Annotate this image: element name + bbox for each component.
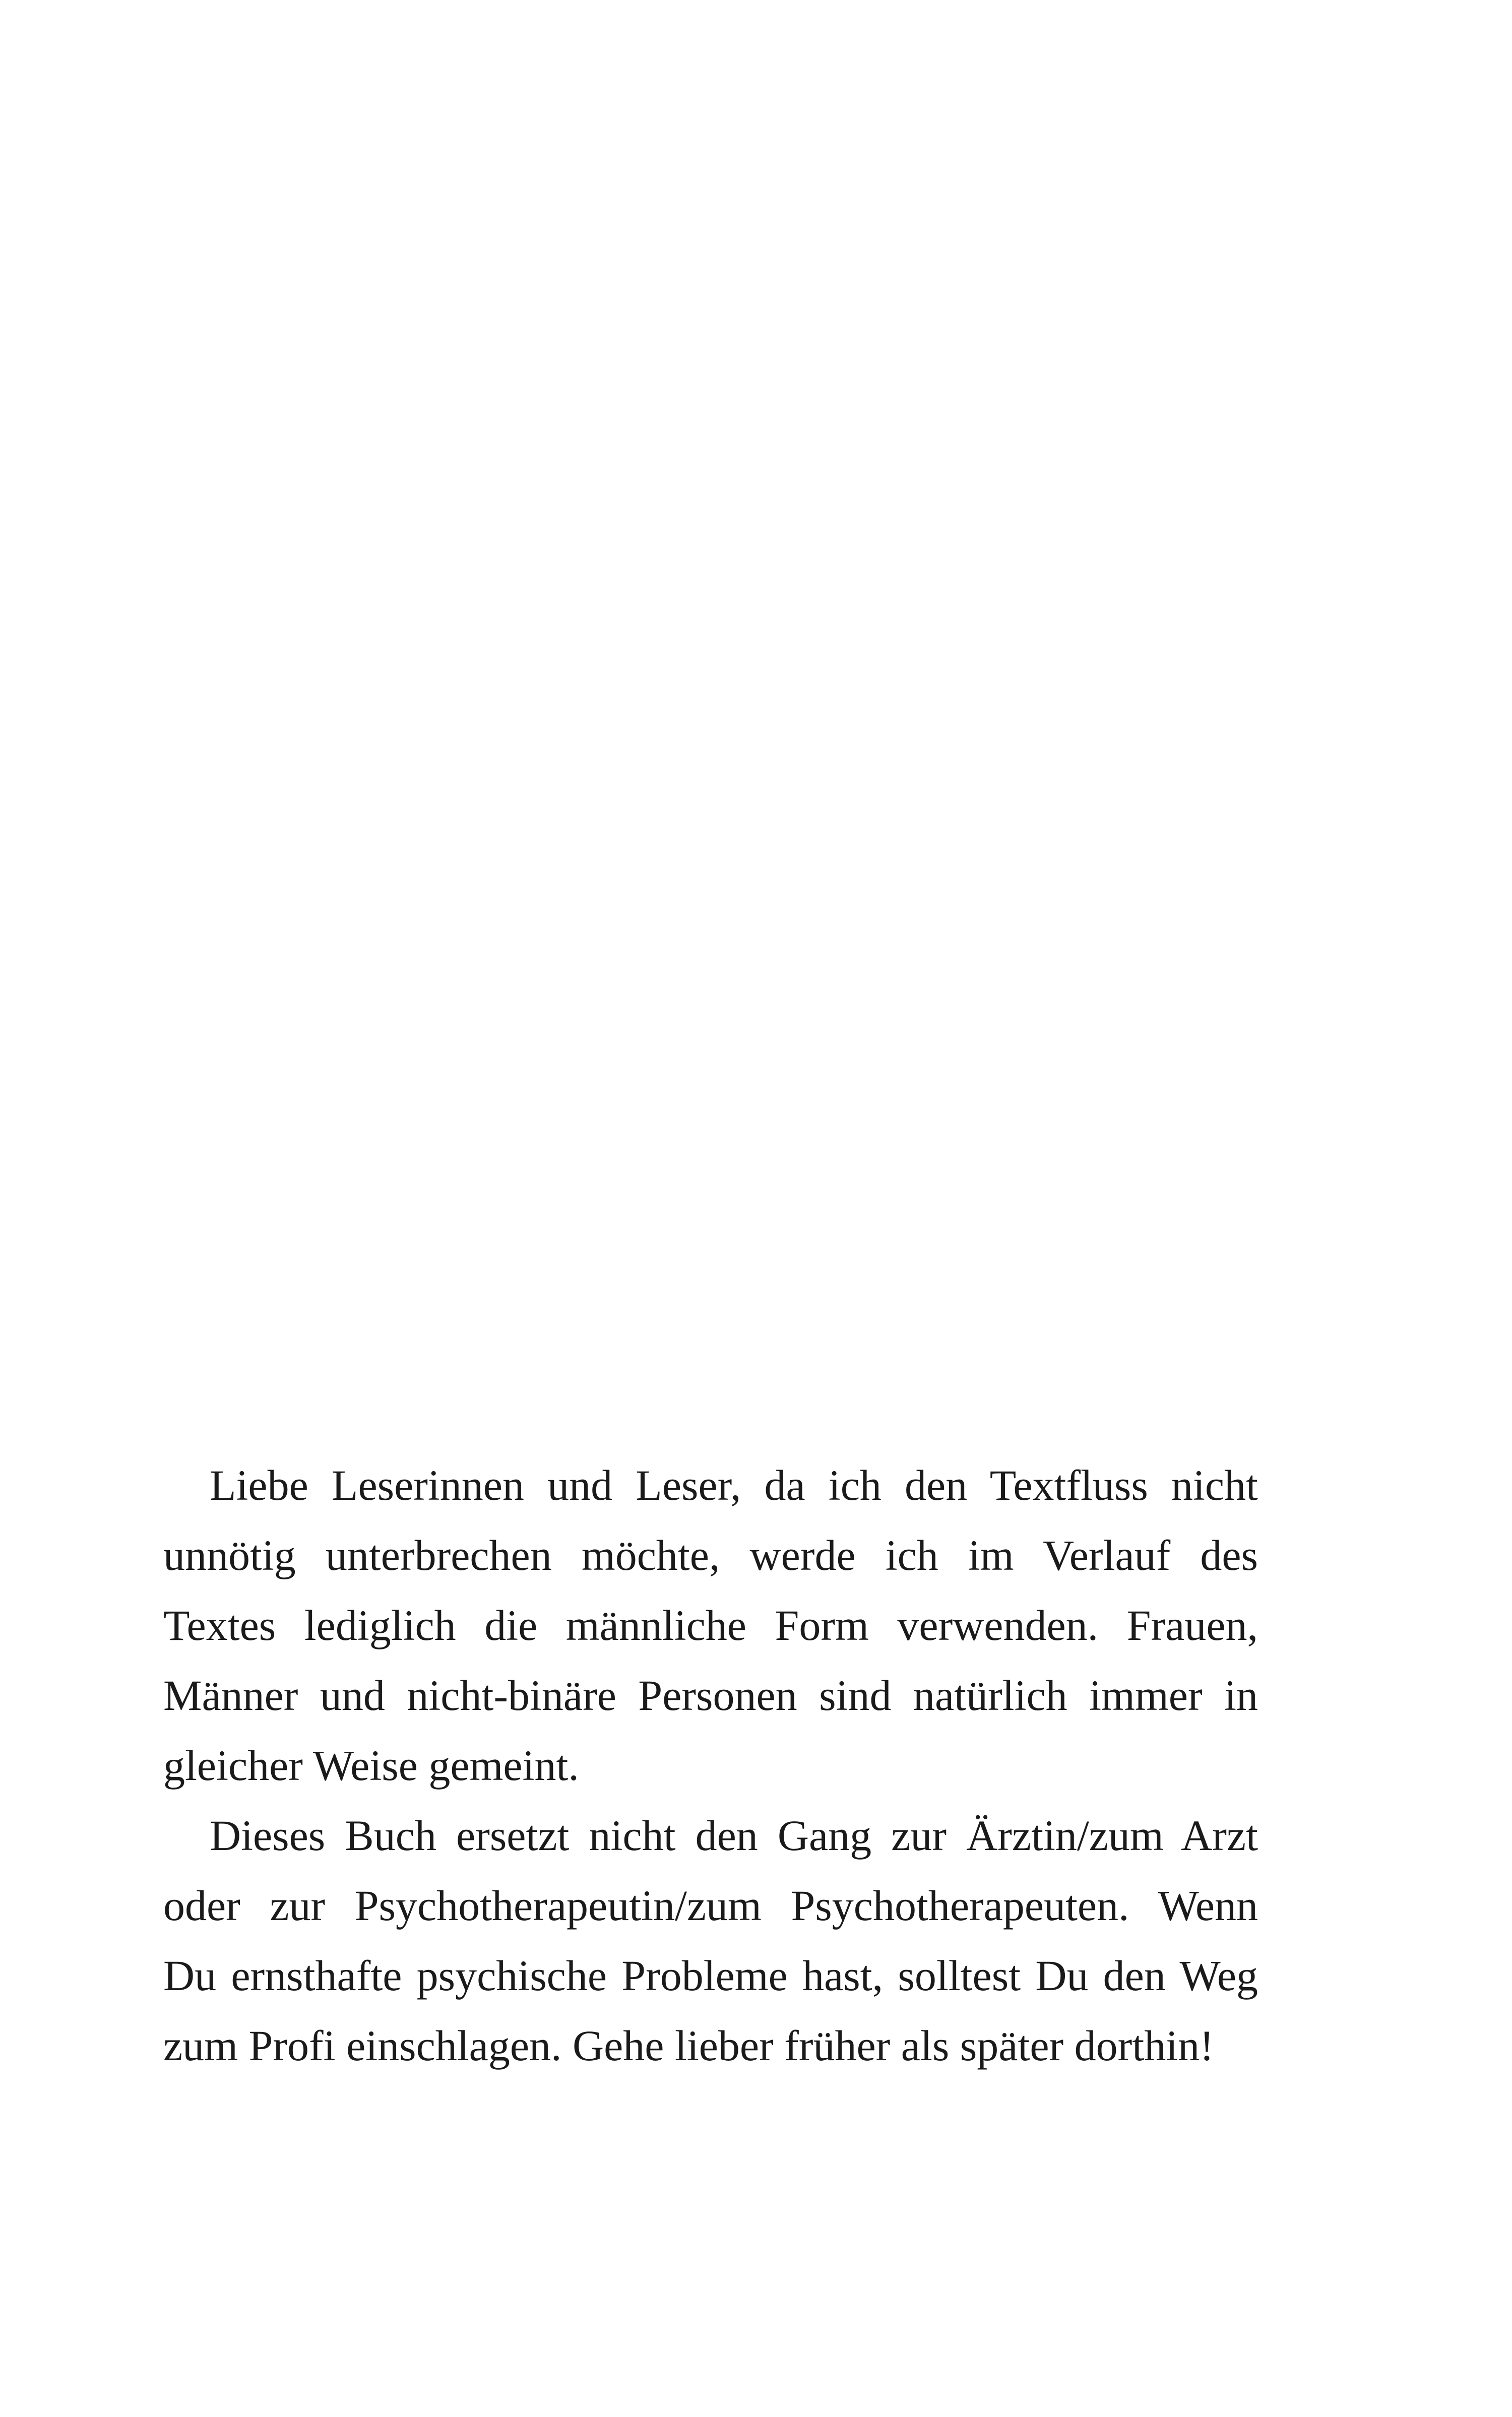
- text-line: zum Profi einschlagen. Gehe lieber früher als später dorthin!: [163, 2021, 1214, 2070]
- paragraph-gender-note: [163, 1450, 1258, 1801]
- text-line: unnötig unterbrechen möchte, werde ich im Verlauf des: [163, 1531, 1258, 1579]
- body-text: [163, 1450, 1258, 2081]
- text-line: gleicher Weise gemeint.: [163, 1741, 579, 1790]
- paragraph-disclaimer: [163, 1801, 1258, 2081]
- text-line: Dieses Buch ersetzt nicht den Gang zur Ärztin/zum Arzt: [210, 1811, 1258, 1860]
- text-line: Liebe Leserinnen und Leser, da ich den Textfluss nicht: [210, 1461, 1258, 1509]
- text-line: Du ernsthafte psychische Probleme hast, solltest Du den Weg: [163, 1951, 1258, 2000]
- text-line: oder zur Psychotherapeutin/zum Psychotherapeuten. Wenn: [163, 1881, 1258, 1930]
- text-line: Männer und nicht-binäre Personen sind natürlich immer in: [163, 1671, 1258, 1720]
- text-line: Textes lediglich die männliche Form verwenden. Frauen,: [163, 1601, 1258, 1649]
